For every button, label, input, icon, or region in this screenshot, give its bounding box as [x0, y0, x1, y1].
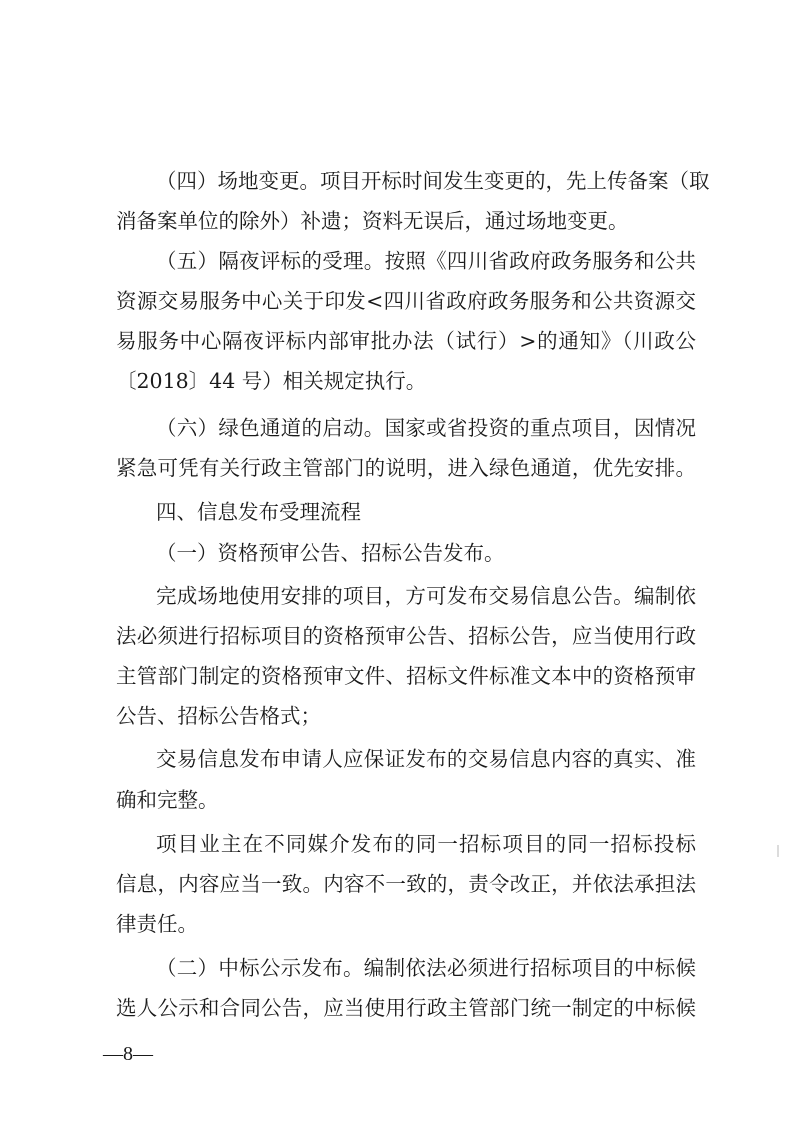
- text-line: （四）场地变更。项目开标时间发生变更的，先上传备案（取: [156, 169, 710, 193]
- text-line: 律责任。: [116, 912, 198, 936]
- text-line: 消备案单位的除外）补遗；资料无误后，通过场地变更。: [116, 209, 629, 233]
- subsection-heading: （一）资格预审公告、招标公告发布。: [156, 541, 505, 565]
- text-line: 信息，内容应当一致。内容不一致的，责令改正，并依法承担法: [116, 872, 696, 896]
- text-line: 确和完整。: [116, 788, 219, 812]
- text-line: （六）绿色通道的启动。国家或省投资的重点项目，因情况: [156, 416, 696, 440]
- text-line: （二）中标公示发布。编制依法必须进行招标项目的中标候: [156, 956, 696, 980]
- text-line: 紧急可凭有关行政主管部门的说明，进入绿色通道，优先安排。: [116, 456, 696, 480]
- text-line: 主管部门制定的资格预审文件、招标文件标准文本中的资格预审: [116, 664, 696, 688]
- text-line: 选人公示和合同公告，应当使用行政主管部门统一制定的中标候: [116, 996, 696, 1020]
- text-line: 完成场地使用安排的项目，方可发布交易信息公告。编制依: [156, 584, 696, 608]
- text-line: 资源交易服务中心关于印发<四川省政府政务服务和公共资源交: [116, 289, 696, 313]
- text-line: 法必须进行招标项目的资格预审公告、招标公告，应当使用行政: [116, 624, 696, 648]
- section-heading: 四、信息发布受理流程: [156, 500, 361, 524]
- text-line: 易服务中心隔夜评标内部审批办法（试行）>的通知》（川政公: [116, 329, 696, 353]
- text-line: 公告、招标公告格式；: [116, 704, 321, 728]
- text-line: 项目业主在不同媒介发布的同一招标项目的同一招标投标: [156, 832, 696, 856]
- page-number: —8—: [103, 1043, 153, 1065]
- scan-artifact: [777, 845, 779, 857]
- text-line: （五）隔夜评标的受理。按照《四川省政府政务服务和公共: [156, 249, 696, 273]
- text-line: 交易信息发布申请人应保证发布的交易信息内容的真实、准: [156, 747, 696, 771]
- text-line: 〔2018〕44 号）相关规定执行。: [116, 369, 427, 393]
